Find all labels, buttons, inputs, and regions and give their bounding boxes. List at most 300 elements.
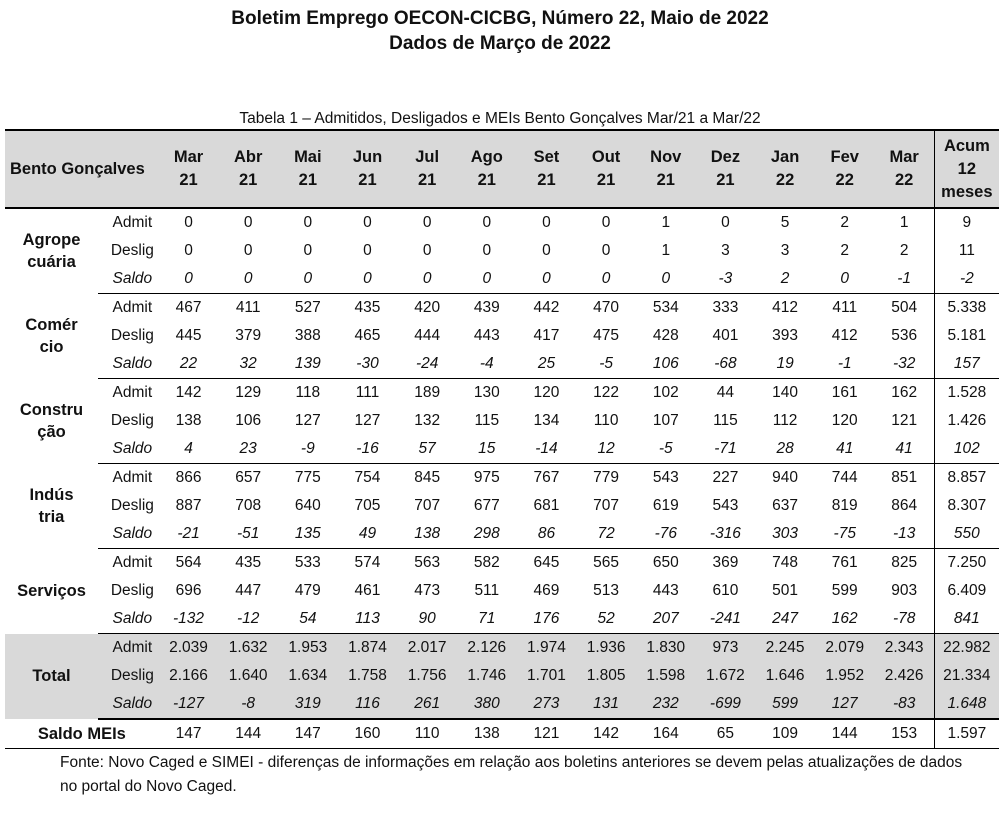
row-type: Admit <box>112 384 153 401</box>
table-cell: 2 <box>840 214 850 231</box>
table-cell: 0 <box>184 214 193 231</box>
table-cell: 41 <box>815 435 875 464</box>
table-cell: 122 <box>593 384 620 401</box>
header-month-year: 22 <box>775 171 795 189</box>
table-cell: 1 <box>661 242 671 259</box>
table-cell: -3 <box>696 265 756 294</box>
acum-cell: 1.648 <box>934 690 999 719</box>
table-cell: 111 <box>355 384 380 401</box>
table-cell: 1.874 <box>338 634 398 663</box>
table-cell: 207 <box>636 605 696 634</box>
table-cell: 138 <box>175 412 202 429</box>
header-month-year: 21 <box>417 171 437 189</box>
row-type: Deslig <box>110 242 154 259</box>
table-cell: 845 <box>414 469 441 486</box>
table-cell: 866 <box>175 469 202 486</box>
header-sector: Bento Gonçalves <box>5 130 159 208</box>
table-cell: -1 <box>815 350 875 379</box>
table-cell: 2.039 <box>159 634 219 663</box>
table-cell: 379 <box>235 327 262 344</box>
acum-cell: 550 <box>934 520 999 549</box>
sector-name-line: Comér <box>25 316 78 334</box>
header-month-name: Jul <box>415 148 440 166</box>
sector-name-line: cuária <box>27 253 76 272</box>
table-cell: 708 <box>235 497 262 514</box>
table-cell: 0 <box>184 242 193 259</box>
acum-cell: 5.181 <box>934 322 999 350</box>
table-cell: 3 <box>780 242 790 259</box>
table-cell: -51 <box>218 520 278 549</box>
table-cell: 411 <box>235 299 261 316</box>
table-cell: 754 <box>354 469 381 486</box>
table-cell: 134 <box>533 412 560 429</box>
table-cell: 115 <box>474 412 500 429</box>
table-cell: 41 <box>875 435 935 464</box>
table-cell: 469 <box>533 582 560 599</box>
table-cell: 139 <box>278 350 338 379</box>
sector-name-line: Constru <box>19 401 84 419</box>
table-cell: 511 <box>474 582 500 599</box>
title-line-1: Boletim Emprego OECON-CICBG, Número 22, Maio de 2022 <box>231 8 769 29</box>
table-cell: -13 <box>875 520 935 549</box>
table-cell: 120 <box>533 384 560 401</box>
table-cell: 2.017 <box>397 634 457 663</box>
header-acum-line: 12 <box>957 159 977 178</box>
header-month-name: Mar <box>889 148 919 166</box>
sector-name-line: Serviços <box>17 582 86 600</box>
row-type: Saldo <box>98 520 159 549</box>
header-month <box>755 130 815 208</box>
table-cell: -9 <box>278 435 338 464</box>
table-cell: 0 <box>517 265 577 294</box>
table-row <box>5 322 999 350</box>
meis-label: Saldo MEIs <box>5 719 159 749</box>
sector-name-line: Indús <box>29 486 74 504</box>
table-cell: -14 <box>517 435 577 464</box>
table-cell: -1 <box>875 265 935 294</box>
table-cell: 411 <box>832 299 858 316</box>
table-cell: 412 <box>831 327 858 344</box>
table-cell: 479 <box>294 582 321 599</box>
table-cell: 513 <box>593 582 620 599</box>
table-row <box>5 549 999 578</box>
table-cell: 748 <box>772 554 799 571</box>
header-month <box>159 130 219 208</box>
table-cell: -24 <box>397 350 457 379</box>
acum-cell: 21.334 <box>934 662 999 690</box>
table-cell: 319 <box>278 690 338 719</box>
sector-name <box>5 379 98 464</box>
table-cell: 22 <box>159 350 219 379</box>
table-row <box>5 407 999 435</box>
table-cell: 461 <box>354 582 381 599</box>
table-cell: 1.640 <box>218 662 278 690</box>
table-cell: -76 <box>636 520 696 549</box>
table-cell: 401 <box>712 327 739 344</box>
table-cell: 2.245 <box>755 634 815 663</box>
table-cell: 130 <box>473 384 500 401</box>
table-cell: -21 <box>159 520 219 549</box>
table-cell: -12 <box>218 605 278 634</box>
table-cell: 1.746 <box>457 662 517 690</box>
acum-cell: 1.426 <box>934 407 999 435</box>
table-cell: 113 <box>338 605 398 634</box>
header-month-name: Mar <box>173 148 204 166</box>
report-title <box>0 6 1000 56</box>
table-cell: 135 <box>278 520 338 549</box>
table-cell: 470 <box>593 299 620 316</box>
table-cell: 90 <box>397 605 457 634</box>
table-cell: 501 <box>772 582 799 599</box>
header-month-year: 22 <box>894 171 914 189</box>
acum-cell: 841 <box>934 605 999 634</box>
table-cell: 54 <box>278 605 338 634</box>
table-cell: 388 <box>294 327 321 344</box>
table-row <box>5 690 999 719</box>
table-cell: 444 <box>414 327 441 344</box>
meis-cell: 65 <box>696 719 756 749</box>
header-acum-line: meses <box>941 182 993 201</box>
table-cell: 106 <box>235 412 262 429</box>
header-month-name: Dez <box>710 148 741 166</box>
table-cell: 138 <box>397 520 457 549</box>
header-month-year: 21 <box>656 171 675 189</box>
sector-name <box>5 208 98 294</box>
table-cell: 2 <box>899 242 909 259</box>
table-cell: -16 <box>338 435 398 464</box>
header-month-year: 21 <box>358 171 377 189</box>
table-cell: 0 <box>636 265 696 294</box>
table-cell: 303 <box>755 520 815 549</box>
table-cell: 705 <box>354 497 381 514</box>
header-month <box>517 130 577 208</box>
table-cell: 0 <box>159 265 219 294</box>
row-type: Deslig <box>98 662 159 690</box>
table-cell: 0 <box>338 265 398 294</box>
table-cell: 563 <box>414 554 441 571</box>
table-cell: 599 <box>755 690 815 719</box>
table-row <box>5 435 999 464</box>
table-cell: 176 <box>517 605 577 634</box>
table-cell: 261 <box>397 690 457 719</box>
table-cell: 0 <box>542 214 551 231</box>
table-cell: 851 <box>891 469 918 486</box>
table-cell: 71 <box>457 605 517 634</box>
table-cell: -4 <box>457 350 517 379</box>
table-cell: -32 <box>875 350 935 379</box>
table-cell: 162 <box>891 384 918 401</box>
table-cell: 247 <box>755 605 815 634</box>
sector-name-line: Agrope <box>22 231 81 250</box>
table-cell: -699 <box>696 690 756 719</box>
meis-cell: 109 <box>755 719 815 749</box>
header-acum <box>934 130 999 208</box>
header-month-year: 21 <box>596 171 616 189</box>
table-row <box>5 464 999 493</box>
table-cell: 380 <box>457 690 517 719</box>
table-row <box>5 350 999 379</box>
table-cell: 118 <box>295 384 321 401</box>
table-cell: 775 <box>294 469 321 486</box>
table-cell: 447 <box>235 582 262 599</box>
table-row <box>5 605 999 634</box>
table-cell: 2.343 <box>875 634 935 663</box>
table-cell: 417 <box>533 327 560 344</box>
table-cell: 333 <box>712 299 739 316</box>
table-cell: 1.952 <box>815 662 875 690</box>
row-type: Admit <box>112 214 153 231</box>
table-cell: 142 <box>175 384 202 401</box>
table-cell: 825 <box>891 554 918 571</box>
table-cell: 102 <box>652 384 679 401</box>
meis-cell: 153 <box>875 719 935 749</box>
header-month-name: Ago <box>470 148 503 166</box>
table-cell: 819 <box>831 497 858 514</box>
row-type: Deslig <box>110 412 154 429</box>
table-cell: 162 <box>815 605 875 634</box>
acum-cell: -2 <box>934 265 999 294</box>
header-month <box>338 130 398 208</box>
table-cell: 120 <box>831 412 858 429</box>
table-cell: 12 <box>576 435 636 464</box>
row-type: Admit <box>98 634 159 663</box>
table-cell: -78 <box>875 605 935 634</box>
table-cell: 4 <box>159 435 219 464</box>
header-month-name: Set <box>533 148 560 166</box>
table-cell: 744 <box>831 469 858 486</box>
table-cell: 127 <box>354 412 381 429</box>
table-cell: 0 <box>542 242 551 259</box>
table-cell: 115 <box>713 412 738 429</box>
meis-cell: 142 <box>576 719 636 749</box>
table-cell: 0 <box>815 265 875 294</box>
table-cell: 0 <box>397 265 457 294</box>
table-row <box>5 379 999 408</box>
table-cell: 428 <box>652 327 679 344</box>
meis-acum-cell: 1.597 <box>934 719 999 749</box>
table-row <box>5 492 999 520</box>
table-cell: 112 <box>772 412 798 429</box>
header-month-year: 21 <box>238 171 258 189</box>
row-type: Deslig <box>110 497 154 514</box>
table-row <box>5 577 999 605</box>
table-cell: 0 <box>601 242 611 259</box>
row-type: Saldo <box>98 690 159 719</box>
sector-name <box>5 294 98 379</box>
table-cell: 5 <box>780 214 790 231</box>
table-cell: 298 <box>457 520 517 549</box>
table-cell: 0 <box>482 242 492 259</box>
header-month-year: 21 <box>179 171 198 189</box>
table-cell: 445 <box>175 327 202 344</box>
table-cell: 1.646 <box>755 662 815 690</box>
table-cell: 0 <box>422 242 432 259</box>
table-cell: 2.426 <box>875 662 935 690</box>
header-month-name: Fev <box>830 148 859 166</box>
header-month <box>815 130 875 208</box>
row-type: Admit <box>112 554 153 571</box>
row-type: Admit <box>112 299 153 316</box>
header-month <box>875 130 935 208</box>
table-cell: 1.632 <box>218 634 278 663</box>
table-cell: 1.634 <box>278 662 338 690</box>
table-cell: 0 <box>422 214 432 231</box>
table-cell: 129 <box>235 384 262 401</box>
table-row <box>5 208 999 237</box>
header-month-year: 21 <box>537 171 556 189</box>
table-cell: 443 <box>473 327 500 344</box>
acum-cell: 9 <box>934 208 999 237</box>
table-cell: 1 <box>661 214 671 231</box>
table-caption: Tabela 1 – Admitidos, Desligados e MEIs Bento Gonçalves Mar/21 a Mar/22 <box>239 110 761 127</box>
meis-cell: 160 <box>338 719 398 749</box>
table-cell: -83 <box>875 690 935 719</box>
table-cell: 127 <box>815 690 875 719</box>
table-cell: 28 <box>755 435 815 464</box>
table-cell: 116 <box>338 690 398 719</box>
table-cell: 131 <box>576 690 636 719</box>
table-cell: 232 <box>636 690 696 719</box>
table-cell: 127 <box>294 412 321 429</box>
acum-cell: 11 <box>934 237 999 265</box>
table-cell: -5 <box>636 435 696 464</box>
meis-cell: 138 <box>457 719 517 749</box>
table-cell: -30 <box>338 350 398 379</box>
table-cell: 543 <box>652 469 679 486</box>
table-cell: 475 <box>593 327 620 344</box>
table-cell: -241 <box>696 605 756 634</box>
table-cell: 49 <box>338 520 398 549</box>
header-month <box>457 130 517 208</box>
table-cell: -316 <box>696 520 756 549</box>
table-cell: 1.701 <box>517 662 577 690</box>
table-cell: 677 <box>473 497 500 514</box>
sector-name-line: ção <box>37 423 66 441</box>
table-cell: 0 <box>303 214 313 231</box>
table-cell: 1.756 <box>397 662 457 690</box>
table-header-row <box>5 130 999 208</box>
table-cell: 106 <box>636 350 696 379</box>
table-cell: 0 <box>363 242 372 259</box>
header-month-name: Jun <box>352 148 383 166</box>
header-month-year: 21 <box>477 171 496 189</box>
table-cell: 23 <box>218 435 278 464</box>
table-cell: 435 <box>354 299 381 316</box>
sector-name <box>5 464 98 549</box>
table-cell: 707 <box>593 497 620 514</box>
header-month-year: 21 <box>716 171 735 189</box>
table-cell: 2.166 <box>159 662 219 690</box>
table-row <box>5 294 999 323</box>
meis-row <box>5 719 999 749</box>
header-month-name: Out <box>591 148 621 166</box>
row-type: Saldo <box>98 350 159 379</box>
table-cell: 2 <box>755 265 815 294</box>
table-cell: 707 <box>414 497 441 514</box>
table-cell: 439 <box>473 299 500 316</box>
table-cell: 0 <box>721 214 730 231</box>
table-cell: 637 <box>772 497 799 514</box>
table-cell: 15 <box>457 435 517 464</box>
sector-name-line: tria <box>38 508 65 526</box>
table-cell: 533 <box>294 554 321 571</box>
row-type: Admit <box>112 469 153 486</box>
table-cell: 582 <box>473 554 500 571</box>
table-cell: 0 <box>278 265 338 294</box>
table-cell: 1.758 <box>338 662 398 690</box>
table-cell: 0 <box>243 214 253 231</box>
table-cell: 504 <box>891 299 918 316</box>
table-cell: 779 <box>593 469 620 486</box>
table-cell: -132 <box>159 605 219 634</box>
table-cell: 110 <box>593 412 619 429</box>
header-month <box>696 130 756 208</box>
row-type: Saldo <box>98 435 159 464</box>
table-cell: 57 <box>397 435 457 464</box>
sector-name <box>5 634 98 720</box>
table-cell: 527 <box>294 299 321 316</box>
table-cell: 369 <box>712 554 739 571</box>
header-month <box>576 130 636 208</box>
table-cell: 0 <box>482 214 492 231</box>
sector-name <box>5 549 98 634</box>
table-cell: 0 <box>363 214 372 231</box>
table-cell: 574 <box>354 554 381 571</box>
table-cell: 443 <box>652 582 679 599</box>
table-cell: 0 <box>218 265 278 294</box>
acum-cell: 157 <box>934 350 999 379</box>
meis-cell: 147 <box>278 719 338 749</box>
table-cell: 543 <box>712 497 739 514</box>
table-cell: 442 <box>533 299 560 316</box>
table-cell: 640 <box>294 497 321 514</box>
table-cell: 393 <box>772 327 799 344</box>
table-cell: 72 <box>576 520 636 549</box>
header-month <box>218 130 278 208</box>
meis-cell: 121 <box>517 719 577 749</box>
header-month-name: Abr <box>233 148 263 166</box>
table-cell: 940 <box>772 469 799 486</box>
acum-cell: 8.857 <box>934 464 999 493</box>
meis-cell: 110 <box>397 719 457 749</box>
table-cell: 1.598 <box>636 662 696 690</box>
header-month-name: Mai <box>294 148 322 166</box>
table-cell: 52 <box>576 605 636 634</box>
table-cell: 2.126 <box>457 634 517 663</box>
table-cell: 420 <box>414 299 441 316</box>
table-cell: 903 <box>891 582 918 599</box>
row-type: Deslig <box>110 327 154 344</box>
table-cell: 465 <box>354 327 381 344</box>
table-cell: 189 <box>414 384 441 401</box>
table-cell: -5 <box>576 350 636 379</box>
table-cell: 435 <box>235 554 262 571</box>
table-cell: -127 <box>159 690 219 719</box>
table-cell: 25 <box>517 350 577 379</box>
table-cell: 887 <box>175 497 202 514</box>
table-cell: 273 <box>517 690 577 719</box>
meis-cell: 144 <box>218 719 278 749</box>
table-cell: 610 <box>712 582 739 599</box>
table-row <box>5 265 999 294</box>
source-note: Fonte: Novo Caged e SIMEI - diferenças de informações em relação aos boletins anteriores se devem pelas atualizações de dados no portal do Novo Caged. <box>60 754 963 795</box>
table-cell: 973 <box>696 634 756 663</box>
sector-name-line: Total <box>32 667 71 686</box>
table-cell: -8 <box>218 690 278 719</box>
sector-name-line: cio <box>39 338 64 356</box>
meis-cell: 147 <box>159 719 219 749</box>
table-row <box>5 520 999 549</box>
